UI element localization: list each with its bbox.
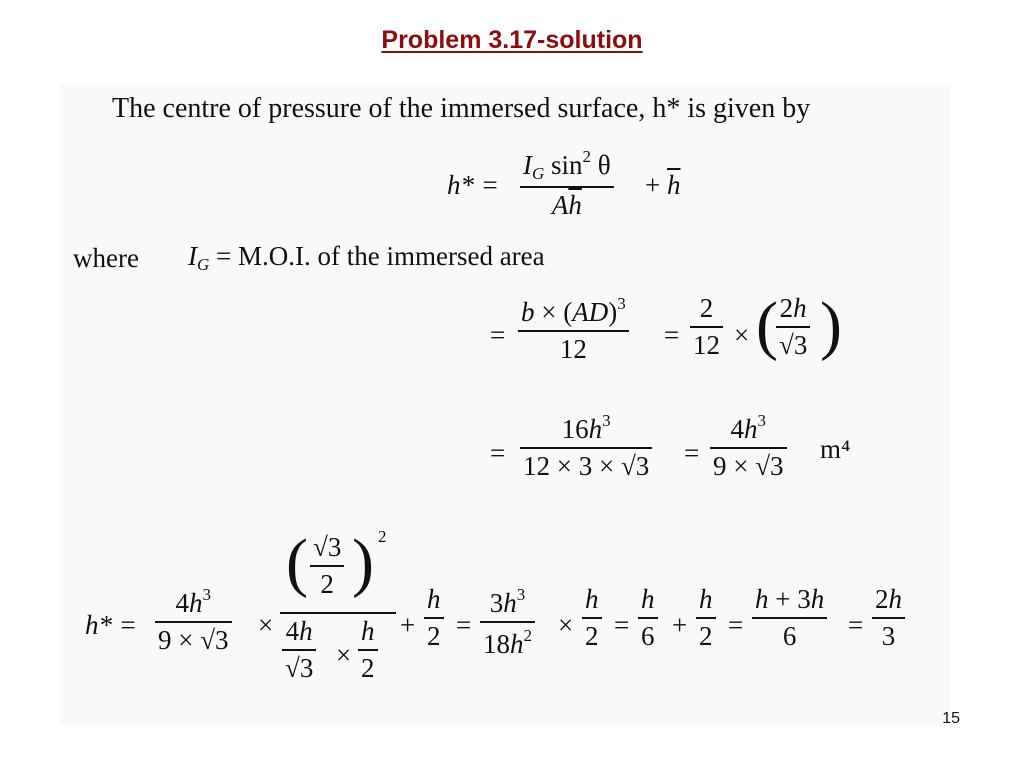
slide: Problem 3.17-solution The centre of pressure of the immersed surface, h* is given by h* = $I_G$ $\sin^2 \theta$ $A\overline{h}$ + $\overline{h}$ where $I_G = M.O.I$. of the immersed area = b × (AD)$^3$ 12 = 2 12 × ( 2h √3 ) = $16h^3$ 12 × 3 × √3 = $4h^3$ 9 × √3 m⁴ h* = $4h^3$ 9 × √3 × ( √3 2 ) 2 4h √3 × h 2 + h 2 = $3h^3$ $18h^2$ × h 2 = h 6 + h 2 = h + 3h 6 = 2h 3 15 <box>0 0 1024 768</box>
page-number: 15 <box>942 710 960 727</box>
unit-label: m⁴ <box>820 434 851 464</box>
intro-text: The centre of pressure of the immersed surface, h* is given by <box>112 93 811 124</box>
where-label: where <box>73 243 139 273</box>
slide-title: Problem 3.17-solution <box>381 26 643 54</box>
ig-definition: $I_G = M.O.I$. of the immersed area <box>188 241 545 274</box>
